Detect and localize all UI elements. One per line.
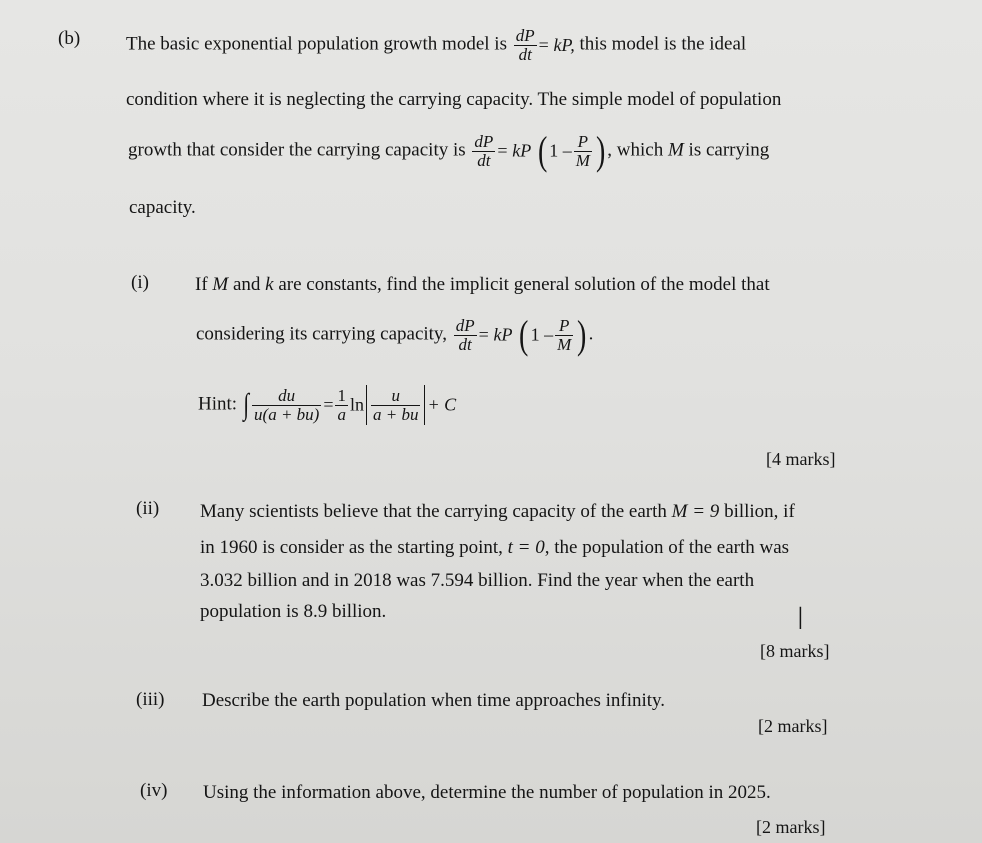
- dpdt-fraction-i: $\frac{dP}{dt}$: [455, 315, 475, 354]
- dpdt-fraction-logistic: $\frac{dP}{dt}$: [474, 131, 494, 170]
- part-i-label: (i): [131, 272, 149, 293]
- intro-text: The basic exponential population growth model is: [126, 33, 507, 55]
- part-iv-marks: [2 marks]: [756, 817, 826, 837]
- dpdt-fraction: $\frac{dP}{dt}$: [515, 26, 535, 64]
- part-ii-marks: [8 marks]: [760, 641, 830, 661]
- intro-line-4: capacity.: [129, 197, 196, 218]
- intro-line-3: growth that consider the carrying capacity is $\frac{dP}{dt}$ = kP ( 1 – $\frac{P}{M}$ ) , which M is carrying: [128, 128, 770, 173]
- p-over-m-fraction: $\frac{P}{M}$: [575, 131, 590, 170]
- part-ii-label: (ii): [136, 498, 160, 519]
- part-iv-text: Using the information above, determine the number of population in 2025.: [203, 782, 771, 803]
- part-iii-marks: [2 marks]: [758, 716, 828, 736]
- intro-line-2: condition where it is neglecting the carrying capacity. The simple model of population: [126, 89, 782, 110]
- part-iv-label: (iv): [140, 780, 168, 801]
- part-i-line-1: If M and k are constants, find the implicit general solution of the model that: [195, 274, 770, 295]
- part-i-line-2: considering its carrying capacity, $\frac{dP}{dt}$ = kP ( 1 – $\frac{P}{M}$ ) .: [196, 312, 594, 357]
- part-iii-text: Describe the earth population when time approaches infinity.: [202, 690, 666, 711]
- part-b-label: (b): [58, 28, 81, 49]
- part-iii-label: (iii): [136, 689, 165, 710]
- text-cursor-icon: I: [796, 602, 805, 637]
- intro-line-1: The basic exponential population growth model is $\frac{dP}{dt}$ = kP, this model is the ideal: [126, 26, 747, 64]
- part-ii-line-3: 3.032 billion and in 2018 was 7.594 billion. Find the year when the earth: [200, 570, 755, 591]
- part-ii-line-2: in 1960 is consider as the starting point, t = 0, the population of the earth was: [200, 537, 790, 558]
- part-ii-line-1: Many scientists believe that the carrying capacity of the earth M = 9 billion, if: [200, 501, 795, 522]
- part-i-marks: [4 marks]: [766, 449, 836, 469]
- hint-line: Hint: ∫ $\frac{du}{u(a + bu)}$ = $\frac{1}{a}$ ln $\frac{u}{a + bu}$ + C: [198, 385, 457, 424]
- integral-fraction: $\frac{du}{u(a + bu)}$: [254, 385, 320, 424]
- part-ii-line-4: population is 8.9 billion.: [200, 601, 387, 622]
